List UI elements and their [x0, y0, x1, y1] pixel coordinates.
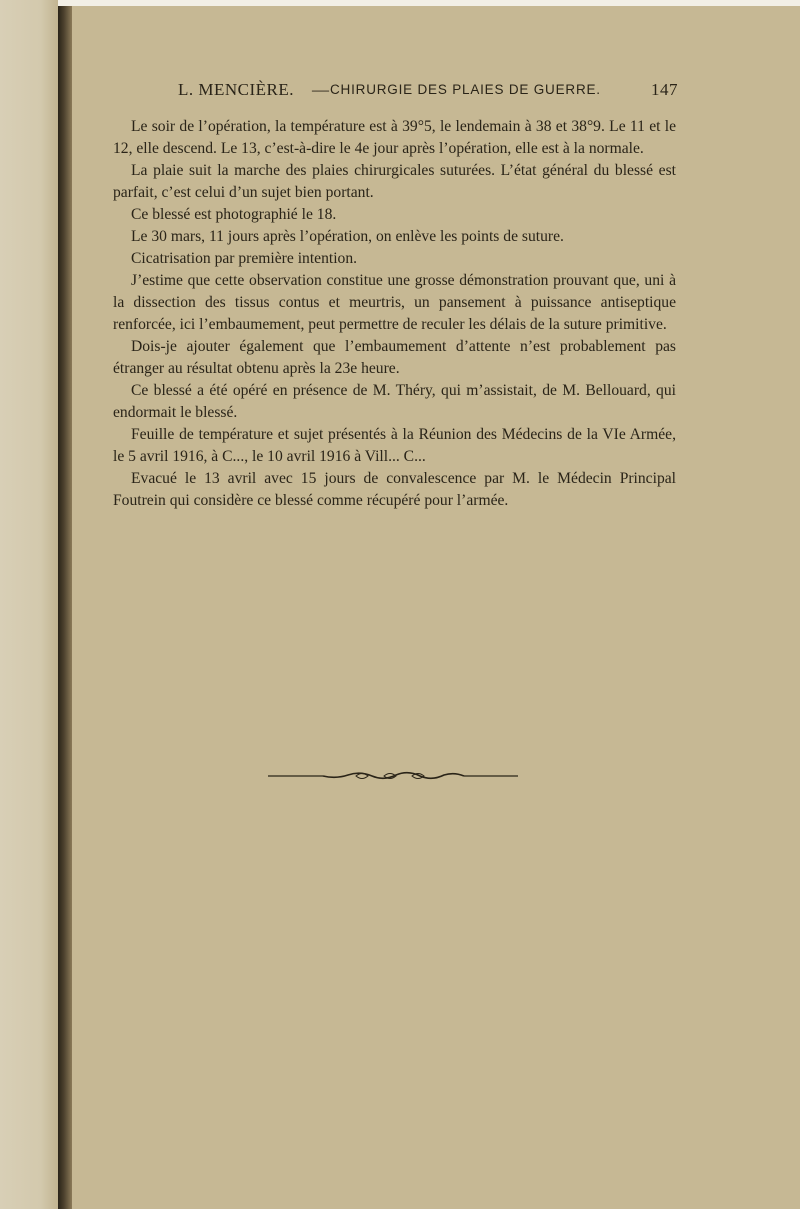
- paragraph-embalming: Dois-je ajouter également que l’embaumement d’attente n’est probablement pas étranger au résultat obtenu après la 23e heure.: [113, 338, 676, 377]
- paragraph-suture: Le 30 mars, 11 jours après l’opération, on enlève les points de suture.: [131, 228, 564, 245]
- paragraph-evacuation: Evacué le 13 avril avec 15 jours de convalescence par M. le Médecin Principal Foutrein qui considère ce blessé comme récupéré pour l’armée.: [113, 470, 676, 509]
- paragraph-photograph: Ce blessé est photographié le 18.: [131, 206, 337, 223]
- header-author: L. MENCIÈRE.: [178, 80, 295, 99]
- paragraph-cicatrisation: Cicatrisation par première intention.: [131, 250, 358, 267]
- fleuron-divider-icon: [268, 768, 518, 784]
- header-title: CHIRURGIE DES PLAIES DE GUERRE.: [330, 82, 601, 97]
- page-number: 147: [651, 80, 678, 99]
- paragraph-presentation: Feuille de température et sujet présentés à la Réunion des Médecins de la VIe Armée, le 5 avril 1916, à C..., le 10 avril 1916 à Vill... C...: [113, 426, 676, 465]
- paragraph-temperature: Le soir de l’opération, la température est à 39°5, le lendemain à 38 et 38°9. Le 11 et le 12, elle descend. Le 13, c’est-à-dire le 4e jour après l’opération, elle est à la normale.: [113, 118, 676, 157]
- header-separator: —: [312, 80, 330, 99]
- paragraph-demonstration: J’estime que cette observation constitue une grosse démonstration prouvant que, uni à la dissection des tissus contus et meurtris, un pansement à puissance antiseptique renforcée, ici l’embaumement, peut permettre de reculer les délais de la suture primitive.: [113, 272, 676, 333]
- running-header: [178, 80, 678, 104]
- page-margin-left: [0, 0, 58, 1209]
- paragraph-wound: La plaie suit la marche des plaies chirurgicales suturées. L’état général du blessé est parfait, c’est celui d’un sujet bien portant.: [113, 162, 676, 201]
- body-text: [113, 116, 676, 512]
- paragraph-witnesses: Ce blessé a été opéré en présence de M. Théry, qui m’assistait, de M. Bellouard, qui endormait le blessé.: [113, 382, 676, 421]
- book-spine: [58, 0, 72, 1209]
- page-top-edge: [58, 0, 800, 6]
